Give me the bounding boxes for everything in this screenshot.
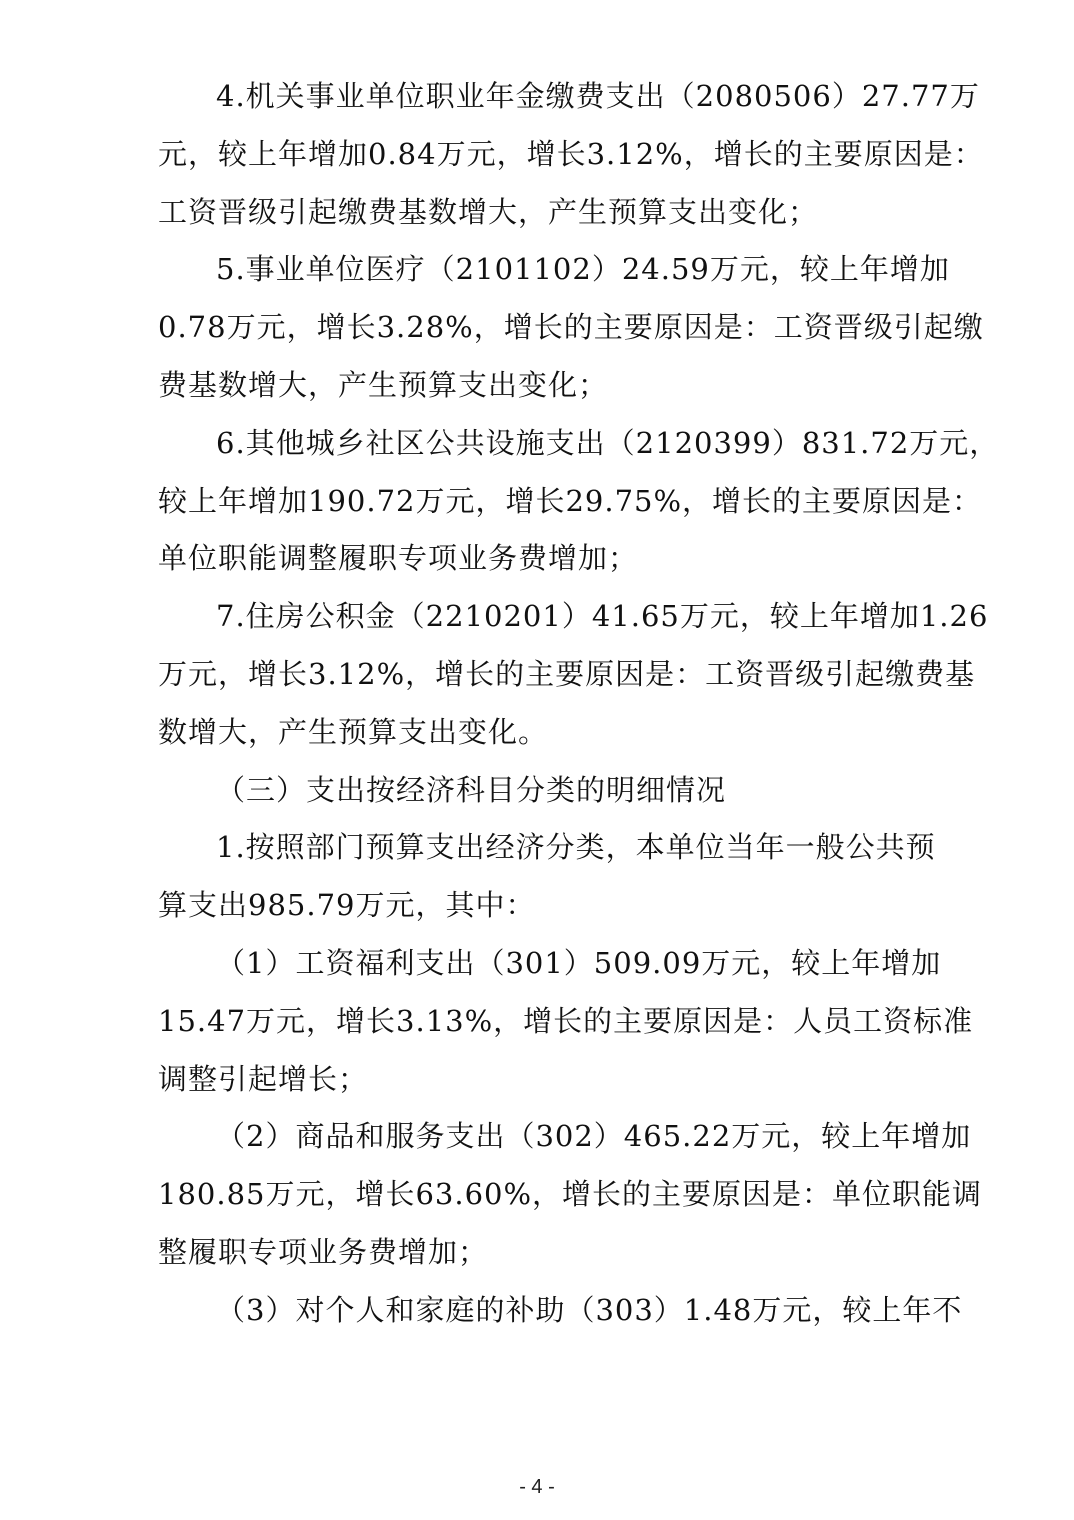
text-line: 数增大，产生预算支出变化。 [158, 714, 549, 749]
paragraph-economic-1-3 [158, 1282, 963, 1340]
text-line: 费基数增大，产生预算支出变化； [158, 367, 609, 402]
text-line: 单位职能调整履职专项业务费增加； [158, 541, 639, 576]
paragraph-item-5 [158, 241, 984, 414]
text-line: 6.其他城乡社区公共设施支出（2120399）831.72万元， [216, 425, 1000, 460]
text-line: 整履职专项业务费增加； [158, 1234, 489, 1269]
text-line: （2）商品和服务支出（302）465.22万元，较上年增加 [216, 1119, 972, 1154]
text-line: 5.事业单位医疗（2101102）24.59万元，较上年增加 [216, 252, 950, 287]
paragraph-economic-1-2 [158, 1108, 983, 1281]
paragraph-item-4 [158, 68, 984, 241]
text-line: 工资晋级引起缴费基数增大，产生预算支出变化； [158, 194, 819, 229]
paragraph-item-7 [158, 588, 989, 761]
text-line: 180.85万元，增长63.60%，增长的主要原因是：单位职能调 [158, 1177, 983, 1212]
paragraph-economic-1 [158, 819, 936, 935]
text-line: 4.机关事业单位职业年金缴费支出（2080506）27.77万 [216, 79, 980, 113]
paragraph-item-6 [158, 415, 1000, 588]
text-line: 1.按照部门预算支出经济分类，本单位当年一般公共预 [216, 830, 936, 865]
page-number: - 4 - [519, 1476, 555, 1498]
text-line: 0.78万元，增长3.28%，增长的主要原因是：工资晋级引起缴 [158, 310, 984, 345]
paragraph-economic-1-1 [158, 935, 974, 1108]
text-line: 元，较上年增加0.84万元，增长3.12%，增长的主要原因是： [158, 136, 984, 171]
text-line: 15.47万元，增长3.13%，增长的主要原因是：人员工资标准 [158, 1003, 974, 1038]
text-line: 算支出985.79万元，其中： [158, 888, 536, 923]
heading-text: （三）支出按经济科目分类的明细情况 [216, 772, 727, 807]
text-line: 调整引起增长； [158, 1061, 369, 1096]
text-line: 万元，增长3.12%，增长的主要原因是：工资晋级引起缴费基 [158, 656, 976, 691]
text-line: 较上年增加190.72万元，增长29.75%，增长的主要原因是： [158, 483, 983, 518]
text-line: （1）工资福利支出（301）509.09万元，较上年增加 [216, 945, 942, 980]
document-body [158, 68, 1000, 1340]
text-line: （3）对个人和家庭的补助（303）1.48万元，较上年不 [216, 1292, 963, 1327]
text-line: 7.住房公积金（2210201）41.65万元，较上年增加1.26 [216, 599, 989, 634]
section-heading [158, 762, 928, 820]
